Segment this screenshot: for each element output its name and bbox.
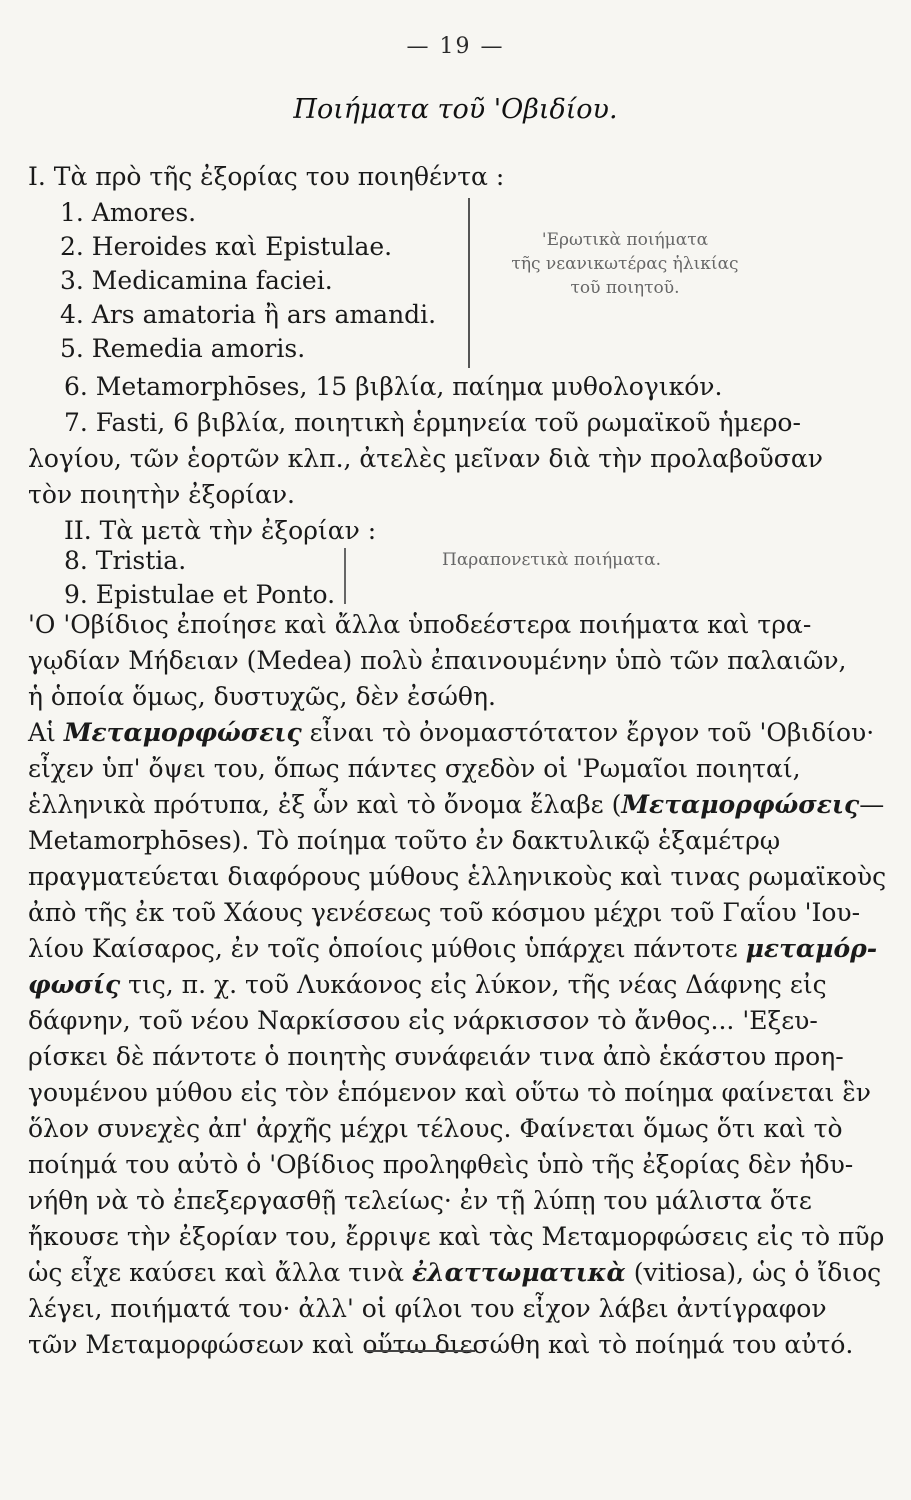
side-note-line: τῆς νεανικωτέρας ἡλικίας — [511, 254, 739, 274]
paragraph-text: Αἱ — [28, 718, 64, 747]
paragraph-line — [28, 934, 878, 964]
paragraph-line — [28, 718, 875, 748]
paragraph-line — [28, 1258, 882, 1288]
emphasized-term: ἐλαττωματικὰ — [411, 1258, 626, 1287]
paragraph-line: λέγει, ποιήματά του· ἀλλ' οἱ φίλοι του εἶχον λάβει ἀντίγραφον — [28, 1294, 827, 1323]
paragraph-line — [28, 790, 885, 820]
list-item: 6. Metamorphōses, 15 βιβλία, παίημα μυθολογικόν. — [64, 372, 723, 401]
paragraph-line: ὅλον συνεχὲς ἀπ' ἀρχῆς μέχρι τέλους. Φαίνεται ὅμως ὅτι καὶ τὸ — [28, 1114, 843, 1143]
emphasized-term: Μεταμορφώσεις — [63, 718, 302, 747]
side-note: Παραπονετικὰ ποιήματα. — [442, 550, 661, 570]
emphasized-term: μεταμόρ- — [745, 934, 878, 963]
side-note — [480, 228, 770, 300]
section-one-heading: Ι. Τὰ πρὸ τῆς ἐξορίας του ποιηθέντα : — [28, 162, 505, 191]
paragraph-line: ἀπὸ τῆς ἐκ τοῦ Χάους γενέσεως τοῦ κόσμου μέχρι τοῦ Γαΐου 'Ιου- — [28, 898, 861, 927]
page-title: Ποιήματα τοῦ 'Οβιδίου. — [293, 94, 618, 125]
list-item: 9. Epistulae et Ponto. — [64, 580, 336, 609]
paragraph-line: δάφνην, τοῦ νέου Ναρκίσσου εἰς νάρκισσον τὸ ἄνθος... 'Εξευ- — [28, 1006, 818, 1035]
list-item-continuation: τὸν ποιητὴν ἐξορίαν. — [28, 480, 296, 509]
paragraph-line: τῶν Μεταμορφώσεων καὶ οὕτω διεσώθη καὶ τὸ ποίημά του αὐτό. — [28, 1330, 854, 1359]
paragraph-line: ἡ ὁποία ὅμως, δυστυχῶς, δὲν ἐσώθη. — [28, 682, 496, 711]
list-item: 7. Fasti, 6 βιβλία, ποιητικὴ ἑρμηνεία τοῦ ρωμαϊκοῦ ἡμερο- — [64, 408, 801, 437]
section-two-heading: ΙΙ. Τὰ μετὰ τὴν ἐξορίαν : — [64, 516, 377, 545]
paragraph-text: (vitiosa), ὡς ὁ ἴδιος — [625, 1258, 882, 1287]
grouping-bracket — [468, 198, 470, 368]
emphasized-term: φωσίς — [28, 970, 121, 999]
list-item: 2. Heroides καὶ Epistulae. — [60, 232, 393, 261]
paragraph-text: τις, π. χ. τοῦ Λυκάονος εἰς λύκον, τῆς νέας Δάφνης εἰς — [120, 970, 827, 999]
list-item-continuation: λογίου, τῶν ἑορτῶν κλπ., ἀτελὲς μεῖναν διὰ τὴν προλαβοῦσαν — [28, 444, 823, 473]
list-item: 3. Medicamina faciei. — [60, 266, 333, 295]
paragraph-line: πραγματεύεται διαφόρους μύθους ἑλληνικοὺς καὶ τινας ρωμαϊκοὺς — [28, 862, 887, 891]
paragraph-text: — — [859, 790, 885, 819]
paragraph-line: ποίημά του αὐτὸ ὁ 'Οβίδιος προληφθεὶς ὑπὸ τῆς ἐξορίας δὲν ἠδυ- — [28, 1150, 854, 1179]
emphasized-term: Μεταμορφώσεις — [621, 790, 860, 819]
paragraph-text: εἶναι τὸ ὀνομαστότατον ἔργον τοῦ 'Οβιδίου· — [301, 718, 875, 747]
paragraph-text: ὡς εἶχε καύσει καὶ ἄλλα τινὰ — [28, 1258, 412, 1287]
paragraph-line: ρίσκει δὲ πάντοτε ὁ ποιητὴς συνάφειάν τινα ἀπὸ ἑκάστου προη- — [28, 1042, 844, 1071]
list-item: 8. Tristia. — [64, 546, 187, 575]
paragraph-text: ἑλληνικὰ πρότυπα, ἐξ ὧν καὶ τὸ ὄνομα ἔλαβε ( — [28, 790, 622, 819]
grouping-bracket — [344, 548, 346, 604]
side-note-line: τοῦ ποιητοῦ. — [570, 278, 680, 298]
paragraph-text: λίου Καίσαρος, ἐν τοῖς ὁποίοις μύθοις ὑπάρχει πάντοτε — [28, 934, 746, 963]
list-item: 5. Remedia amoris. — [60, 334, 306, 363]
paragraph-line: εἶχεν ὑπ' ὄψει του, ὅπως πάντες σχεδὸν οἱ 'Ρωμαῖοι ποιηταί, — [28, 754, 801, 783]
paragraph-line: ἤκουσε τὴν ἐξορίαν του, ἔρριψε καὶ τὰς Μεταμορφώσεις εἰς τὸ πῦρ — [28, 1222, 885, 1251]
paragraph-line — [28, 970, 827, 1000]
list-item: 1. Amores. — [60, 198, 197, 227]
paragraph-line: γουμένου μύθου εἰς τὸν ἑπόμενον καὶ οὕτω τὸ ποίημα φαίνεται ἓν — [28, 1078, 871, 1107]
footer-divider — [365, 1350, 475, 1352]
page-number: — 19 — — [406, 34, 505, 59]
side-note-line: 'Ερωτικὰ ποιήματα — [541, 230, 709, 250]
paragraph-line: γῳδίαν Μήδειαν (Medea) πολὺ ἐπαινουμένην ὑπὸ τῶν παλαιῶν, — [28, 646, 847, 675]
list-item: 4. Ars amatoria ἢ ars amandi. — [60, 300, 437, 329]
paragraph-line: 'Ο 'Οβίδιος ἐποίησε καὶ ἄλλα ὑποδεέστερα ποιήματα καὶ τρα- — [28, 610, 812, 639]
paragraph-line: νήθη νὰ τὸ ἐπεξεργασθῇ τελείως· ἐν τῇ λύπῃ του μάλιστα ὅτε — [28, 1186, 812, 1215]
paragraph-line: Metamorphōses). Τὸ ποίημα τοῦτο ἐν δακτυλικῷ ἑξαμέτρῳ — [28, 826, 781, 855]
